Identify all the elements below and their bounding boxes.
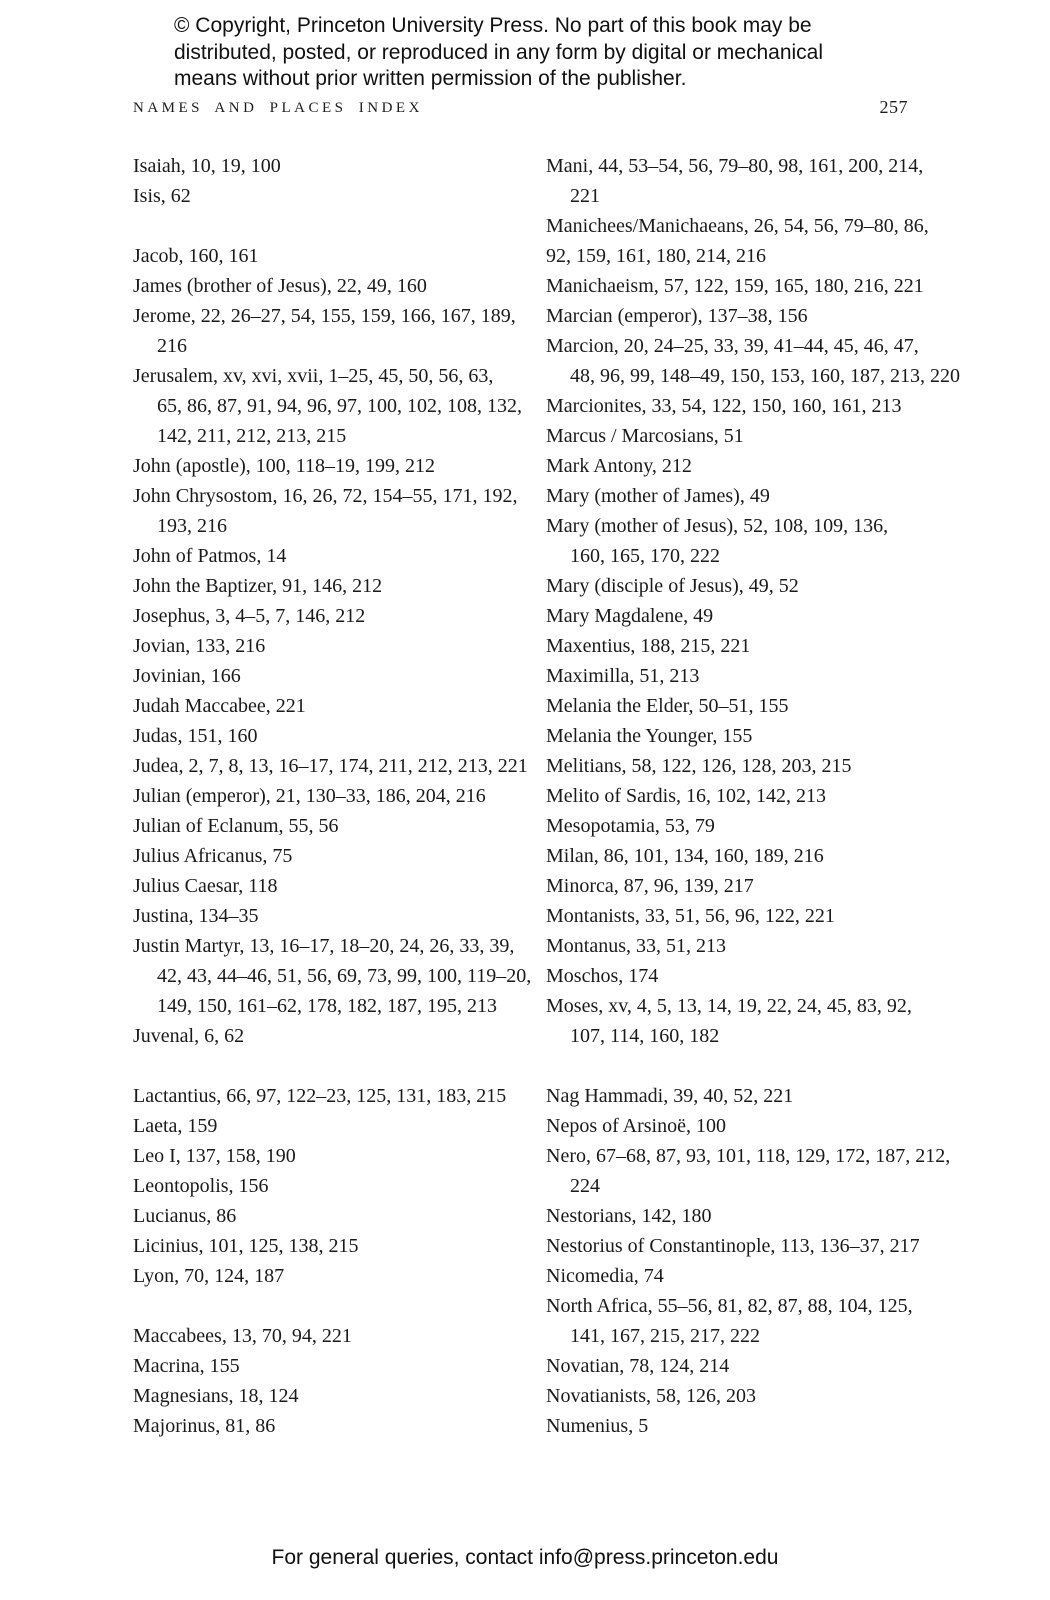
index-line: 48, 96, 99, 148–49, 150, 153, 160, 187, 213, 220 (570, 365, 960, 387)
index-line: Laeta, 159 (133, 1115, 218, 1137)
index-line: John Chrysostom, 16, 26, 72, 154–55, 171, 192, (133, 485, 518, 507)
index-line: James (brother of Jesus), 22, 49, 160 (133, 275, 427, 297)
index-line: Moses, xv, 4, 5, 13, 14, 19, 22, 24, 45, 83, 92, (546, 995, 912, 1017)
index-line: Jerusalem, xv, xvi, xvii, 1–25, 45, 50, 56, 63, (133, 365, 494, 387)
index-line: Marcian (emperor), 137–38, 156 (546, 305, 808, 327)
index-line: Leontopolis, 156 (133, 1175, 269, 1197)
index-line: Mary Magdalene, 49 (546, 605, 714, 627)
index-line: Julian (emperor), 21, 130–33, 186, 204, 216 (133, 785, 486, 807)
index-line: Jacob, 160, 161 (133, 245, 259, 267)
index-line: Judas, 151, 160 (133, 725, 258, 747)
index-line: Lucianus, 86 (133, 1205, 237, 1227)
index-line: John (apostle), 100, 118–19, 199, 212 (133, 455, 436, 477)
index-line: Judea, 2, 7, 8, 13, 16–17, 174, 211, 212, 213, 221 (133, 755, 528, 777)
index-line: Montanus, 33, 51, 213 (546, 935, 726, 957)
index-line: Juvenal, 6, 62 (133, 1025, 245, 1047)
index-line: Isis, 62 (133, 185, 191, 207)
index-line: Nestorians, 142, 180 (546, 1205, 712, 1227)
index-line: Mary (mother of Jesus), 52, 108, 109, 136, (546, 515, 889, 537)
copyright-line: distributed, posted, or reproduced in any form by digital or mechanical (174, 40, 824, 64)
index-spacer (133, 1291, 533, 1321)
index-line: Leo I, 137, 158, 190 (133, 1145, 296, 1167)
index-line: Jerome, 22, 26–27, 54, 155, 159, 166, 167, 189, (133, 305, 516, 327)
index-line: Maxentius, 188, 215, 221 (546, 635, 751, 657)
index-line: Marcion, 20, 24–25, 33, 39, 41–44, 45, 46, 47, (546, 335, 919, 357)
index-line: Justina, 134–35 (133, 905, 259, 927)
index-line: Majorinus, 81, 86 (133, 1415, 276, 1437)
copyright-notice (174, 13, 823, 93)
index-line: Milan, 86, 101, 134, 160, 189, 216 (546, 845, 824, 867)
index-spacer (133, 1051, 533, 1081)
index-line: 216 (157, 335, 187, 357)
index-line: Julian of Eclanum, 55, 56 (133, 815, 339, 837)
index-line: Mary (disciple of Jesus), 49, 52 (546, 575, 799, 597)
index-line: Julius Caesar, 118 (133, 875, 278, 897)
index-line: Nag Hammadi, 39, 40, 52, 221 (546, 1085, 794, 1107)
index-line: Marcionites, 33, 54, 122, 150, 160, 161, 213 (546, 395, 902, 417)
index-line: Marcus / Marcosians, 51 (546, 425, 744, 447)
index-line: Minorca, 87, 96, 139, 217 (546, 875, 754, 897)
index-line: 142, 211, 212, 213, 215 (157, 425, 347, 447)
index-line: 224 (570, 1175, 600, 1197)
index-line: 149, 150, 161–62, 178, 182, 187, 195, 213 (157, 995, 497, 1017)
index-column-right (546, 151, 960, 1441)
index-line: Mary (mother of James), 49 (546, 485, 770, 507)
index-line: Magnesians, 18, 124 (133, 1385, 299, 1407)
index-line: 42, 43, 44–46, 51, 56, 69, 73, 99, 100, 119–20, (157, 965, 532, 987)
index-line: Mani, 44, 53–54, 56, 79–80, 98, 161, 200, 214, (546, 155, 924, 177)
index-line: 221 (570, 185, 600, 207)
copyright-line: © Copyright, Princeton University Press. No part of this book may be (174, 14, 812, 37)
index-line: Manichaeism, 57, 122, 159, 165, 180, 216, 221 (546, 275, 924, 297)
index-line: Novatian, 78, 124, 214 (546, 1355, 730, 1377)
index-line: North Africa, 55–56, 81, 82, 87, 88, 104, 125, (546, 1295, 913, 1317)
index-line: Isaiah, 10, 19, 100 (133, 155, 281, 177)
index-line: 65, 86, 87, 91, 94, 96, 97, 100, 102, 108, 132, (157, 395, 522, 417)
index-title: NAMES AND PLACES INDEX (133, 100, 423, 116)
index-line: Josephus, 3, 4–5, 7, 146, 212 (133, 605, 366, 627)
running-header (133, 99, 908, 117)
index-column-left (133, 151, 533, 1441)
index-line: Lactantius, 66, 97, 122–23, 125, 131, 183, 215 (133, 1085, 507, 1107)
index-line: Mesopotamia, 53, 79 (546, 815, 715, 837)
index-line: Lyon, 70, 124, 187 (133, 1265, 285, 1287)
index-line: 107, 114, 160, 182 (570, 1025, 720, 1047)
index-line: 141, 167, 215, 217, 222 (570, 1325, 760, 1347)
page-number: 257 (879, 97, 908, 117)
index-line: Julius Africanus, 75 (133, 845, 293, 867)
index-line: 160, 165, 170, 222 (570, 545, 720, 567)
index-line: Jovian, 133, 216 (133, 635, 266, 657)
index-line: Maccabees, 13, 70, 94, 221 (133, 1325, 352, 1347)
index-line: Nicomedia, 74 (546, 1265, 664, 1287)
index-line: Novatianists, 58, 126, 203 (546, 1385, 756, 1407)
index-line: John the Baptizer, 91, 146, 212 (133, 575, 383, 597)
footer-note: For general queries, contact info@press.princeton.edu (271, 1546, 779, 1569)
index-line: 193, 216 (157, 515, 227, 537)
index-line: Nero, 67–68, 87, 93, 101, 118, 129, 172, 187, 212, (546, 1145, 951, 1167)
index-line: John of Patmos, 14 (133, 545, 287, 567)
index-line: Maximilla, 51, 213 (546, 665, 700, 687)
index-line: Moschos, 174 (546, 965, 659, 987)
index-line: Manichees/Manichaeans, 26, 54, 56, 79–80, 86, (546, 215, 929, 237)
index-line: Melania the Elder, 50–51, 155 (546, 695, 789, 717)
index-line: Jovinian, 166 (133, 665, 241, 687)
copyright-line: means without prior written permission of the publisher. (174, 67, 687, 90)
index-line: Judah Maccabee, 221 (133, 695, 306, 717)
index-line: Melitians, 58, 122, 126, 128, 203, 215 (546, 755, 852, 777)
index-line: Melito of Sardis, 16, 102, 142, 213 (546, 785, 826, 807)
index-line: Justin Martyr, 13, 16–17, 18–20, 24, 26, 33, 39, (133, 935, 515, 957)
index-line: Mark Antony, 212 (546, 455, 692, 477)
index-line: Nestorius of Constantinople, 113, 136–37, 217 (546, 1235, 920, 1257)
index-line: Nepos of Arsinoë, 100 (546, 1115, 726, 1137)
index-spacer (546, 1051, 946, 1081)
index-line: Macrina, 155 (133, 1355, 240, 1377)
index-line: Numenius, 5 (546, 1415, 649, 1437)
index-line: 92, 159, 161, 180, 214, 216 (546, 245, 766, 267)
index-spacer (133, 211, 533, 241)
index-line: Licinius, 101, 125, 138, 215 (133, 1235, 359, 1257)
index-line: Melania the Younger, 155 (546, 725, 753, 747)
index-line: Montanists, 33, 51, 56, 96, 122, 221 (546, 905, 835, 927)
